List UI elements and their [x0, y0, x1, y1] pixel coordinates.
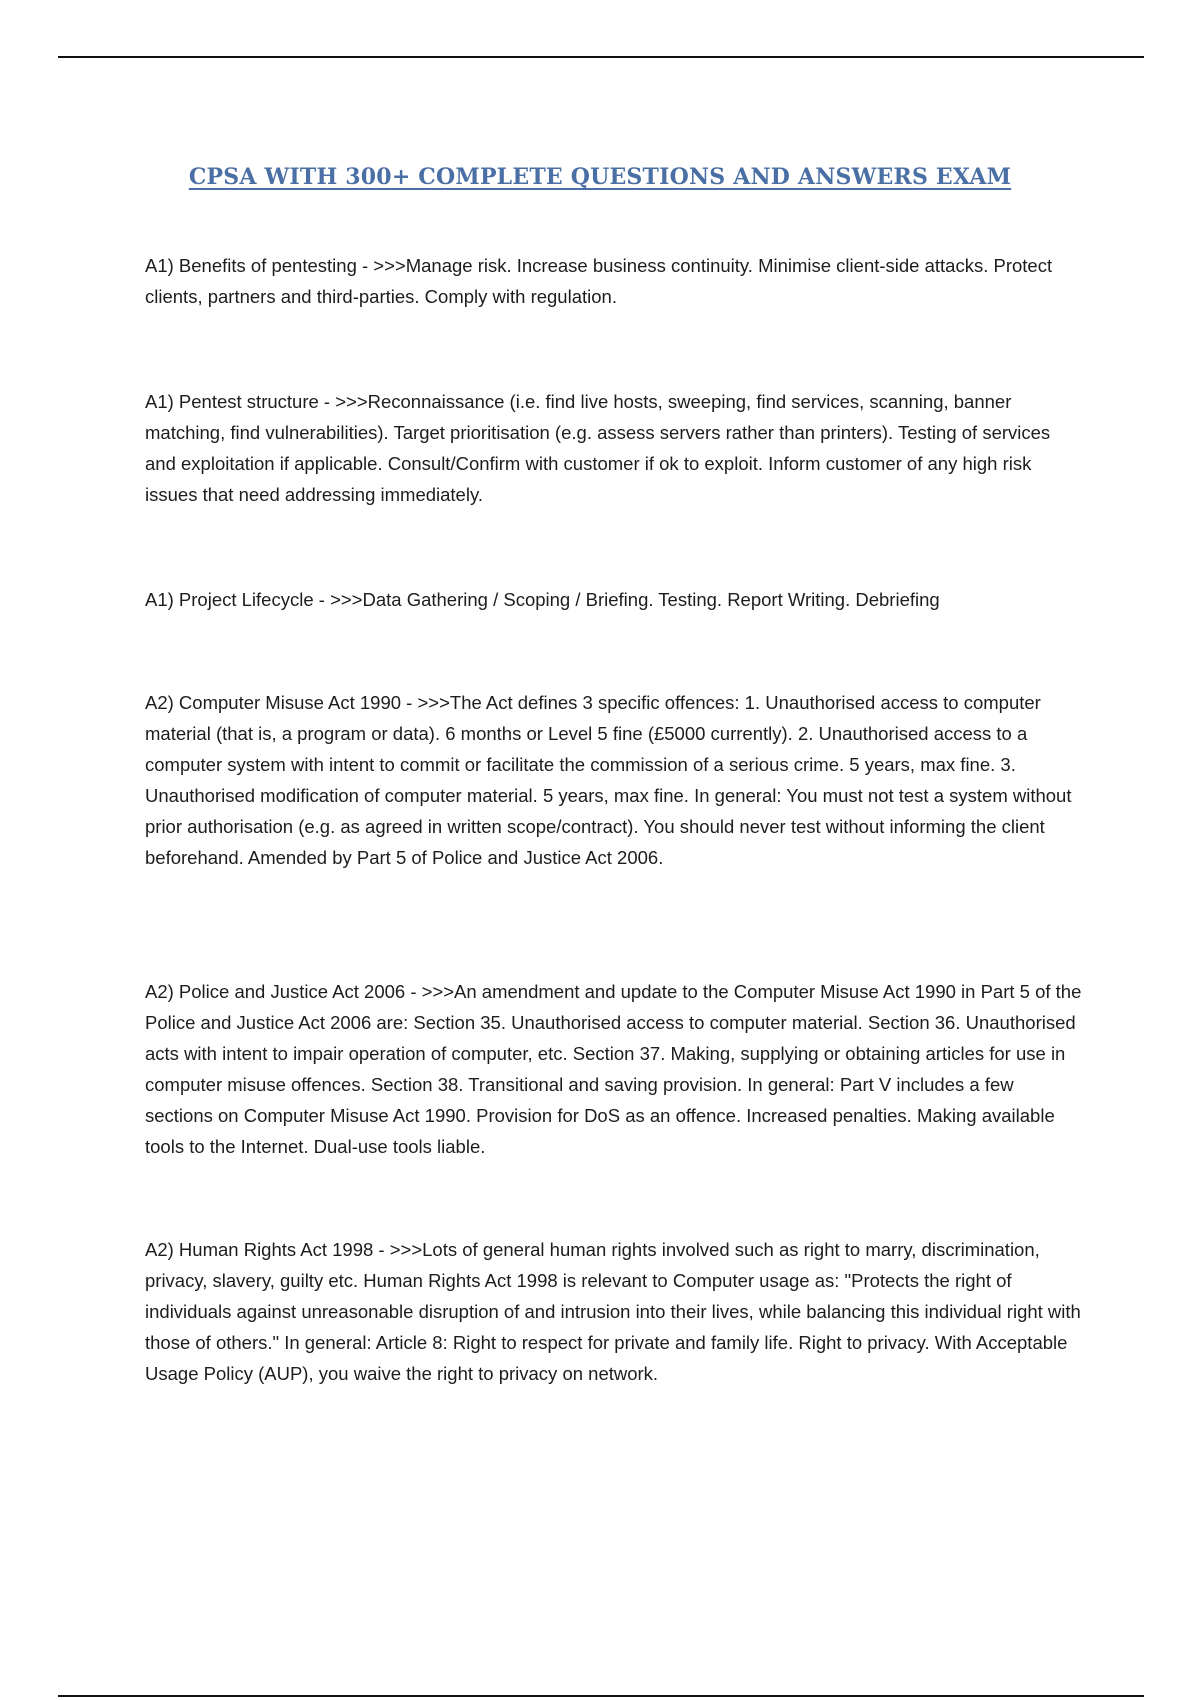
qa-entry-computer-misuse-act: A2) Computer Misuse Act 1990 - >>>The Act defines 3 specific offences: 1. Unauthorised access to computer material (that is, a program or data). 6 months or Level 5 fine (£5000 currently). 2. Unauthorised access to a computer system with intent to commit or facilitate the commission of a serious crime. 5 years, max fine. 3. Unauthorised modification of computer material. 5 years, max fine. In general: You must not test a system without prior authorisation (e.g. as agreed in written scope/contract). You should never test without informing the client beforehand. Amended by Part 5 of Police and Justice Act 2006. [145, 692, 1072, 868]
qa-entry-project-lifecycle: A1) Project Lifecycle - >>>Data Gathering / Scoping / Briefing. Testing. Report Writing. Debriefing [145, 589, 940, 610]
footer-rule [58, 1695, 1144, 1697]
qa-entry-pentest-structure: A1) Pentest structure - >>>Reconnaissance (i.e. find live hosts, sweeping, find services, scanning, banner matching, find vulnerabilities). Target prioritisation (e.g. assess servers rather than printers). Testing of services and exploitation if applicable. Consult/Confirm with customer if ok to exploit. Inform customer of any high risk issues that need addressing immediately. [145, 391, 1051, 505]
document-title [0, 164, 1200, 190]
header-rule [58, 56, 1144, 58]
document-title-text: CPSA WITH 300+ COMPLETE QUESTIONS AND ANSWERS EXAM [188, 164, 1012, 190]
qa-entry-police-and-justice-act: A2) Police and Justice Act 2006 - >>>An amendment and update to the Computer Misuse Act 1990 in Part 5 of the Police and Justice Act 2006 are: Section 35. Unauthorised access to computer material. Section 36. Unauthorised acts with intent to impair operation of computer, etc. Section 37. Making, supplying or obtaining articles for use in computer misuse offences. Section 38. Transitional and saving provision. In general: Part V includes a few sections on Computer Misuse Act 1990. Provision for DoS as an offence. Increased penalties. Making available tools to the Internet. Dual-use tools liable. [145, 981, 1082, 1157]
qa-entry-benefits-of-pentesting: A1) Benefits of pentesting - >>>Manage risk. Increase business continuity. Minimise client-side attacks. Protect clients, partners and third-parties. Comply with regulation. [145, 255, 1053, 307]
qa-entry-human-rights-act: A2) Human Rights Act 1998 - >>>Lots of general human rights involved such as right to marry, discrimination, privacy, slavery, guilty etc. Human Rights Act 1998 is relevant to Computer usage as: "Protects the right of individuals against unreasonable disruption of and intrusion into their lives, while balancing this individual right with those of others." In general: Article 8: Right to respect for private and family life. Right to privacy. With Acceptable Usage Policy (AUP), you waive the right to privacy on network. [145, 1239, 1081, 1384]
